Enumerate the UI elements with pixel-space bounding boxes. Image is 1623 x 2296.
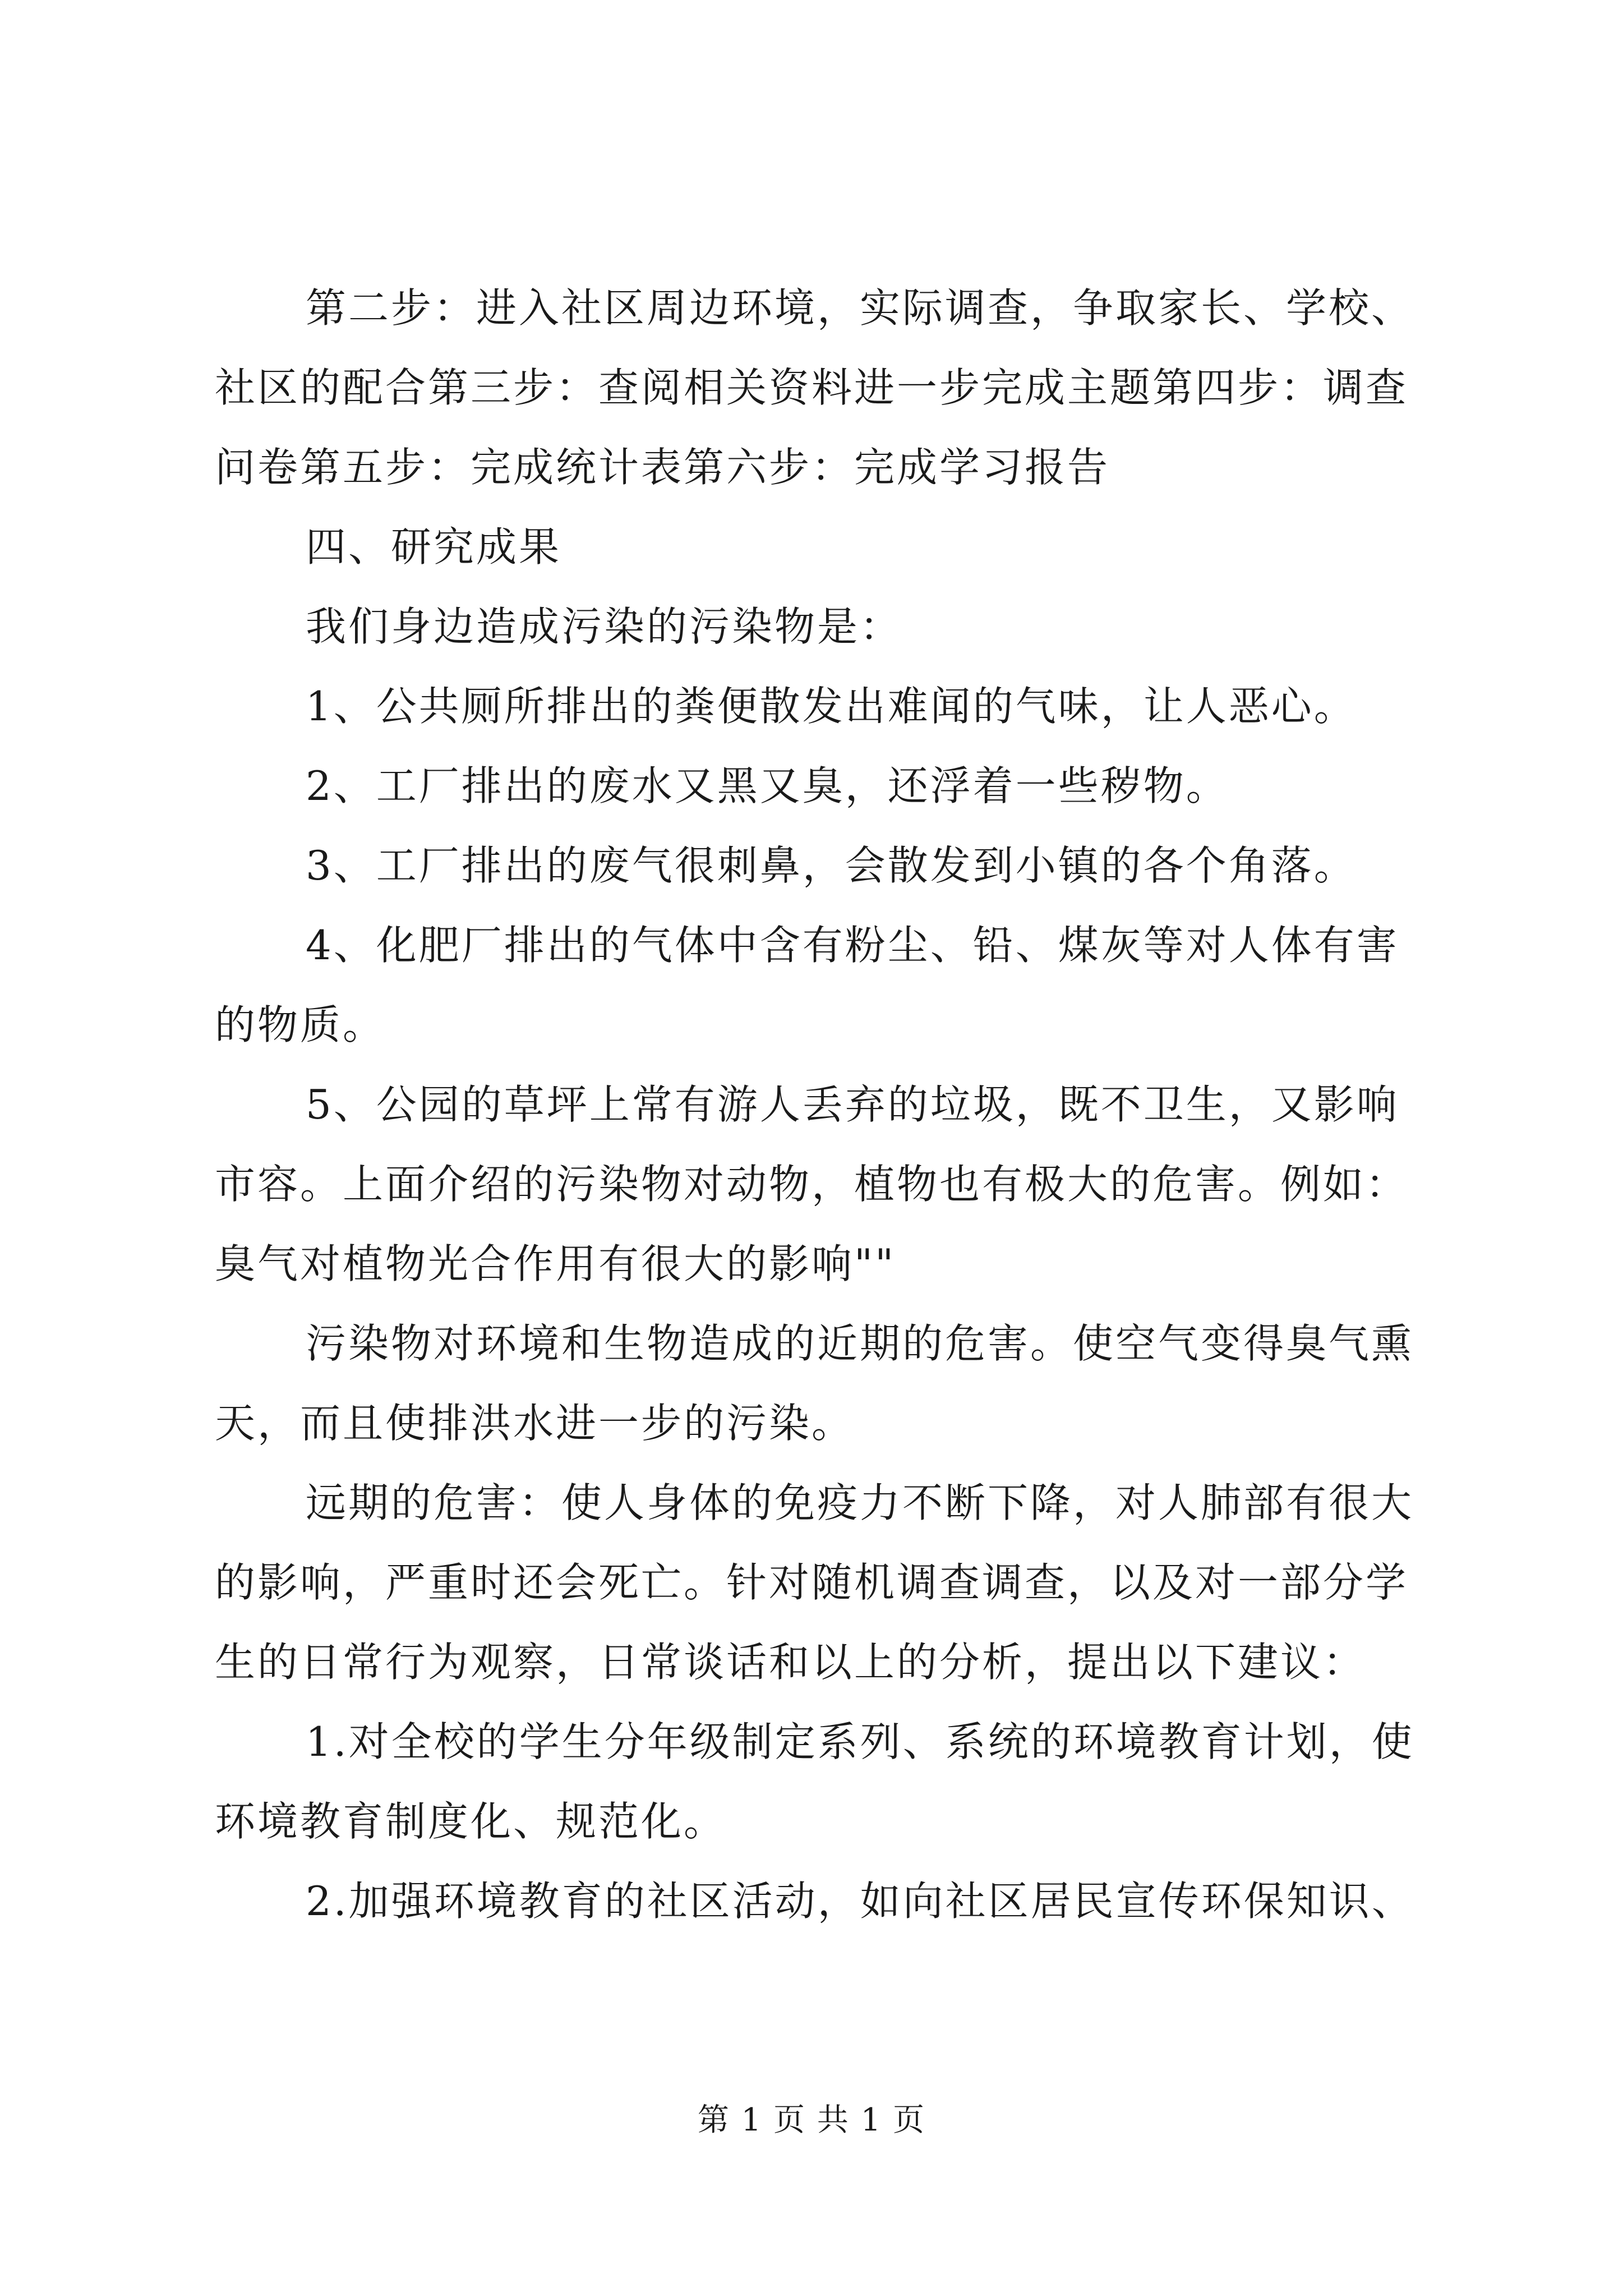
section-heading-results: 四、研究成果 <box>306 523 562 570</box>
list-item-pollutant-1: 1、公共厕所排出的粪便散发出难闻的气味，让人恶心。 <box>306 683 1357 730</box>
list-item-suggestion-2: 2.加强环境教育的社区活动，如向社区居民宣传环保知识、 <box>306 1878 1414 1925</box>
document-body <box>215 268 1421 1941</box>
paragraph-pollutants-intro: 我们身边造成污染的污染物是： <box>306 603 903 650</box>
paragraph-near-term-harm: 污染物对环境和生物造成的近期的危害。使空气变得臭气熏天，而且使排洪水进一步的污染。 <box>215 1320 1414 1447</box>
list-item-suggestion-1: 1.对全校的学生分年级制定系列、系统的环境教育计划，使环境教育制度化、规范化。 <box>215 1718 1414 1845</box>
paragraph-steps: 第二步：进入社区周边环境，实际调查，争取家长、学校、社区的配合第三步：查阅相关资料进一步完成主题第四步：调查问卷第五步：完成统计表第六步：完成学习报告 <box>215 284 1414 491</box>
paragraph-long-term-harm: 远期的危害：使人身体的免疫力不断下降，对人肺部有很大的影响，严重时还会死亡。针对随机调查调查，以及对一部分学生的日常行为观察，日常谈话和以上的分析，提出以下建议： <box>215 1479 1414 1686</box>
list-item-pollutant-5: 5、公园的草坪上常有游人丢弃的垃圾，既不卫生，又影响市容。上面介绍的污染物对动物，植物也有极大的危害。例如：臭气对植物光合作用有很大的影响"" <box>215 1081 1409 1287</box>
list-item-pollutant-3: 3、工厂排出的废气很刺鼻，会散发到小镇的各个角落。 <box>306 842 1357 889</box>
list-item-pollutant-4: 4、化肥厂排出的气体中含有粉尘、铅、煤灰等对人体有害的物质。 <box>215 922 1399 1048</box>
list-item-pollutant-2: 2、工厂排出的废水又黑又臭，还浮着一些秽物。 <box>306 762 1229 809</box>
page-footer: 第 1 页 共 1 页 <box>697 2102 926 2138</box>
